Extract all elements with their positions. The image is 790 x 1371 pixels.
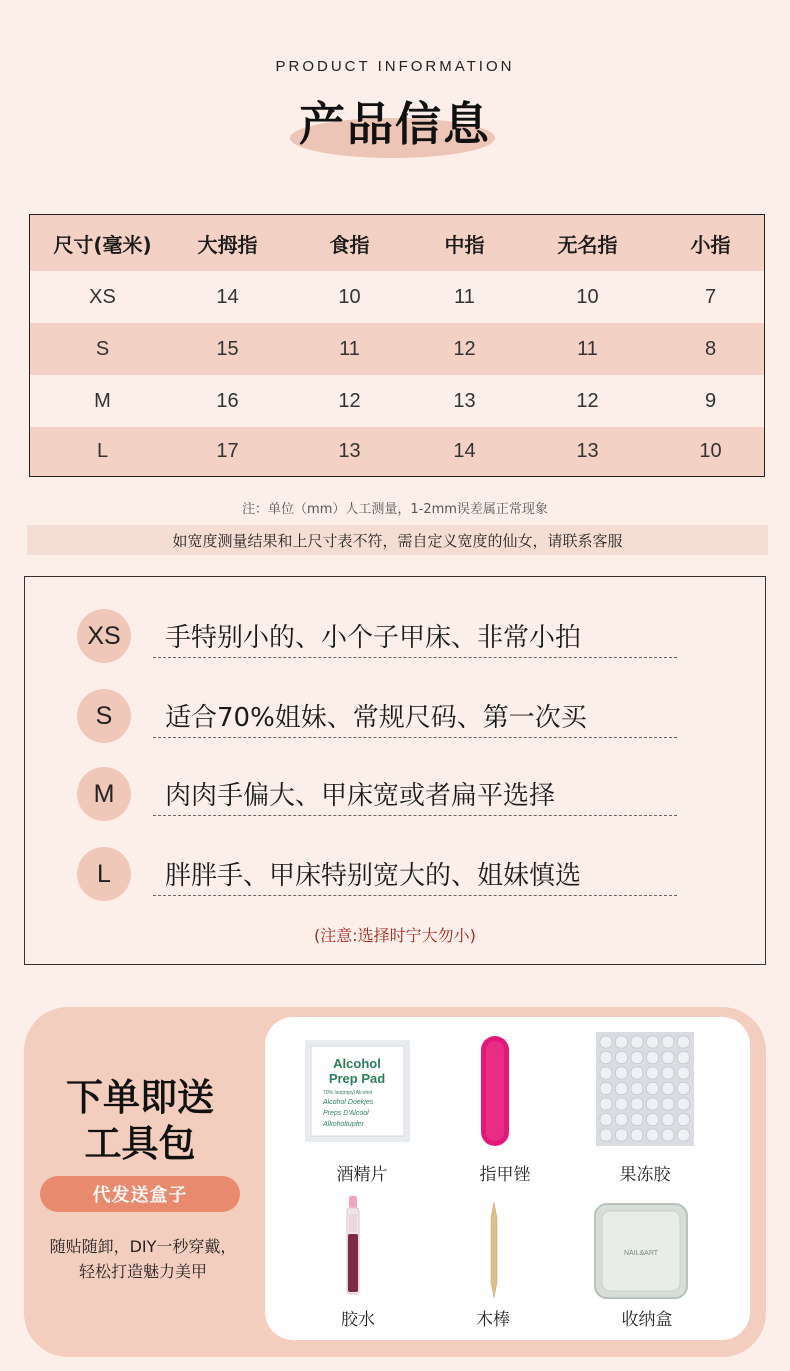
case-text: NAIL&ART <box>623 1250 659 1257</box>
jelly-dot <box>662 1083 674 1095</box>
jelly-dot <box>662 1129 674 1141</box>
measurement-note: 注：单位（mm）人工测量，1-2mm误差属正常现象 <box>242 502 548 517</box>
tool-label: 收纳盒 <box>621 1310 673 1330</box>
gift-title <box>30 1075 250 1167</box>
jelly-dot <box>616 1083 628 1095</box>
jelly-dot <box>631 1098 643 1110</box>
jelly-dot <box>600 1067 612 1079</box>
jelly-dot <box>647 1114 659 1126</box>
table-header-cell: 无名指 <box>557 232 618 257</box>
jelly-dot <box>647 1129 659 1141</box>
jelly-dot <box>631 1052 643 1064</box>
jelly-dot <box>647 1036 659 1048</box>
table-cell: 11 <box>454 285 475 308</box>
jelly-dot <box>662 1098 674 1110</box>
header-subtitle: PRODUCT INFORMATION <box>275 58 515 75</box>
size-guide-item <box>25 681 765 751</box>
table-cell: 11 <box>577 337 598 360</box>
table-cell: 12 <box>453 337 476 360</box>
table-header-cell: 小指 <box>690 232 731 257</box>
jelly-dot <box>662 1036 674 1048</box>
table-cell: 11 <box>339 337 360 360</box>
table-header-cell: 大拇指 <box>197 232 258 257</box>
jelly-dot <box>631 1083 643 1095</box>
size-badge: XS <box>77 609 131 663</box>
gift-pill-badge: 代发送盒子 <box>40 1176 240 1212</box>
jelly-dot <box>662 1052 674 1064</box>
jelly-dot <box>647 1083 659 1095</box>
size-badge: M <box>77 767 131 821</box>
size-badge: L <box>77 847 131 901</box>
table-cell: 14 <box>216 285 239 308</box>
jelly-dot <box>600 1114 612 1126</box>
dashed-divider <box>153 895 677 896</box>
dashed-divider <box>153 657 677 658</box>
page-title: 产品信息 <box>299 97 491 151</box>
table-header-cell: 尺寸(毫米) <box>53 232 152 257</box>
jelly-dot <box>616 1067 628 1079</box>
jelly-dot <box>631 1067 643 1079</box>
table-row <box>30 427 764 476</box>
table-cell: 14 <box>453 440 476 462</box>
jelly-dot <box>631 1114 643 1126</box>
tool-label: 木棒 <box>476 1310 510 1330</box>
gift-title-line: 下单即送 <box>66 1076 214 1119</box>
gift-desc-line: 轻松打造魅力美甲 <box>78 1262 207 1281</box>
table-cell: 10 <box>338 285 361 308</box>
table-cell: 16 <box>216 389 239 412</box>
pad-text: Alcohol Doekjes <box>323 1099 374 1106</box>
gift-desc-line: 随贴随卸，DIY一秒穿戴， <box>49 1237 237 1256</box>
table-cell: 17 <box>216 440 239 462</box>
table-cell: S <box>95 337 110 360</box>
dashed-divider <box>153 737 677 738</box>
table-cell: XS <box>89 285 116 308</box>
table-cell: 12 <box>338 389 361 412</box>
nail-file-icon <box>480 1035 510 1147</box>
size-badge: S <box>77 689 131 743</box>
jelly-dot <box>616 1036 628 1048</box>
storage-box-icon <box>594 1203 688 1299</box>
gift-title-line: 工具包 <box>84 1122 196 1165</box>
size-guide-item <box>25 601 765 671</box>
jelly-dot <box>678 1083 690 1095</box>
jelly-dot <box>647 1098 659 1110</box>
table-header-cell: 中指 <box>444 232 485 257</box>
wooden-stick-icon <box>487 1202 501 1298</box>
jelly-dot <box>600 1052 612 1064</box>
jelly-dot <box>631 1036 643 1048</box>
jelly-dot <box>678 1098 690 1110</box>
tool-label: 酒精片 <box>336 1165 388 1185</box>
jelly-dot <box>600 1036 612 1048</box>
alcohol-pad-icon <box>305 1040 410 1142</box>
jelly-dot <box>647 1067 659 1079</box>
dashed-divider <box>153 815 677 816</box>
jelly-dot <box>616 1129 628 1141</box>
jelly-dot <box>678 1129 690 1141</box>
jelly-dot <box>616 1114 628 1126</box>
table-cell: 10 <box>576 285 599 308</box>
table-cell: 8 <box>704 337 717 360</box>
jelly-dot <box>600 1129 612 1141</box>
jelly-dot <box>647 1052 659 1064</box>
jelly-dot <box>662 1114 674 1126</box>
jelly-dot <box>631 1129 643 1141</box>
table-cell: 13 <box>453 389 476 412</box>
table-header-cell: 食指 <box>329 232 370 257</box>
table-cell: 10 <box>699 440 722 462</box>
table-cell: 13 <box>338 440 361 462</box>
jelly-dot <box>600 1098 612 1110</box>
table-header-row <box>30 215 764 271</box>
jelly-dot <box>678 1114 690 1126</box>
pad-text: Preps D'Alcool <box>323 1110 369 1117</box>
table-row <box>30 271 764 323</box>
size-guide-text: 手特别小的、小个子甲床、非常小拍 <box>165 623 582 653</box>
jelly-dot <box>678 1036 690 1048</box>
tool-label: 果冻胶 <box>619 1165 671 1185</box>
jelly-dot <box>678 1067 690 1079</box>
size-warning: (注意:选择时宁大勿小) <box>314 926 476 945</box>
size-guide-panel <box>24 576 766 965</box>
pad-text: Alkoholtupfer <box>323 1121 364 1128</box>
size-guide-text: 胖胖手、甲床特别宽大的、姐妹慎选 <box>165 861 582 891</box>
table-cell: M <box>94 389 111 412</box>
gift-description <box>30 1234 256 1284</box>
tool-label: 胶水 <box>341 1310 375 1330</box>
table-cell: 13 <box>576 440 599 462</box>
table-cell: 9 <box>704 389 717 412</box>
jelly-glue-icon <box>596 1032 694 1146</box>
table-cell: 7 <box>704 285 717 308</box>
size-guide-item <box>25 759 765 829</box>
glue-bottle-icon <box>343 1196 363 1296</box>
size-table <box>29 214 765 477</box>
jelly-dot <box>600 1083 612 1095</box>
pad-text: Alcohol <box>333 1056 381 1071</box>
custom-width-banner: 如宽度测量结果和上尺寸表不符，需自定义宽度的仙女，请联系客服 <box>27 525 768 555</box>
size-guide-text: 肉肉手偏大、甲床宽或者扁平选择 <box>165 781 556 811</box>
size-guide-item <box>25 839 765 909</box>
pad-text: 70% Isopropyl Alcohol <box>323 1090 373 1096</box>
jelly-dot <box>616 1052 628 1064</box>
size-guide-text: 适合70%姐妹、常规尺码、第一次买 <box>165 703 587 733</box>
jelly-dot <box>616 1098 628 1110</box>
table-row <box>30 375 764 427</box>
tool-label: 指甲锉 <box>479 1165 531 1185</box>
table-cell: L <box>96 440 109 462</box>
jelly-dot <box>662 1067 674 1079</box>
table-cell: 12 <box>576 389 599 412</box>
jelly-dot <box>678 1052 690 1064</box>
table-cell: 15 <box>216 337 239 360</box>
pad-text: Prep Pad <box>328 1071 386 1086</box>
table-row <box>30 323 764 375</box>
